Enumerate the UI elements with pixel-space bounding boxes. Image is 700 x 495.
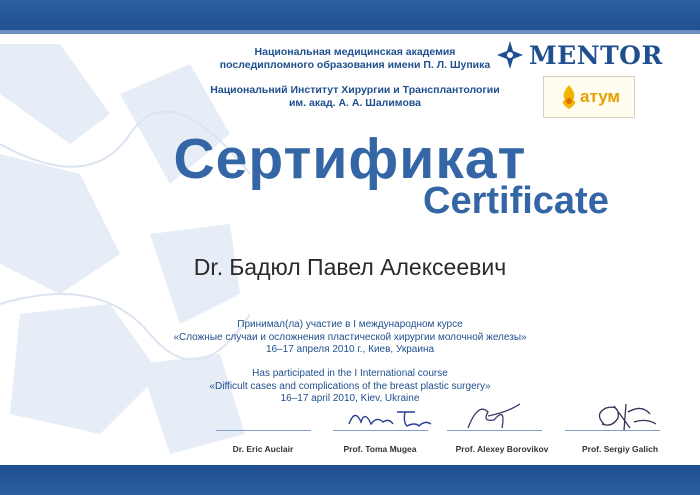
signature-line-2 (333, 430, 428, 431)
signatory-name: Prof. Sergiy Galich (581, 444, 659, 454)
atum-logo (543, 76, 635, 118)
signatory-name: Dr. Eric Auclair (232, 444, 294, 454)
en-line-3: 16–17 april 2010, Kiev, Ukraine (280, 393, 420, 404)
ru-line-3: 16–17 апреля 2010 г., Киев, Украина (265, 344, 435, 355)
title-english: Certificate (423, 180, 609, 222)
mentor-logo (497, 38, 667, 72)
en-line-1: Has participated in the I International course (252, 368, 448, 379)
signatory-name: Prof. Toma Mugea (343, 444, 417, 454)
en-line-2: «Difficult cases and complications of the breast plastic surgery» (209, 380, 491, 392)
signature-line-1 (216, 430, 311, 431)
ru-line-1: Принимал(ла) участие в I международном курсе (237, 319, 463, 330)
academy-line-1: Национальная медицинская академия (254, 46, 456, 58)
participation-text-russian (150, 319, 550, 357)
institute-line-1: Национальний Институт Хирургии и Трансплантологии (210, 84, 500, 96)
atum-logo-text: атум (579, 87, 620, 106)
academy-line-2: последипломного образования имени П. Л. Шупика (219, 59, 491, 71)
bottom-border-band (0, 465, 700, 495)
signature-line-3 (447, 430, 542, 431)
recipient-name (0, 254, 700, 281)
academy-name (205, 46, 505, 72)
recipient-full-name: Бадюл Павел Алексеевич (229, 254, 507, 280)
top-border-band (0, 0, 700, 34)
recipient-prefix: Dr. (193, 254, 224, 280)
institute-line-2: им. акад. А. А. Шалимова (288, 97, 422, 109)
atum-flame-icon (558, 84, 580, 110)
mentor-star-icon (497, 41, 523, 69)
signatory-name: Prof. Alexey Borovikov (455, 444, 549, 454)
signature-mugea (345, 402, 435, 432)
signature-line-4 (565, 430, 660, 431)
institute-name (205, 84, 505, 110)
ru-line-2: «Сложные случаи и осложнения пластической хирургии молочной железы» (173, 331, 527, 343)
signature-borovikov (458, 398, 528, 434)
title-russian: Сертификат (173, 127, 527, 191)
mentor-logo-text: MENTOR (529, 40, 663, 70)
